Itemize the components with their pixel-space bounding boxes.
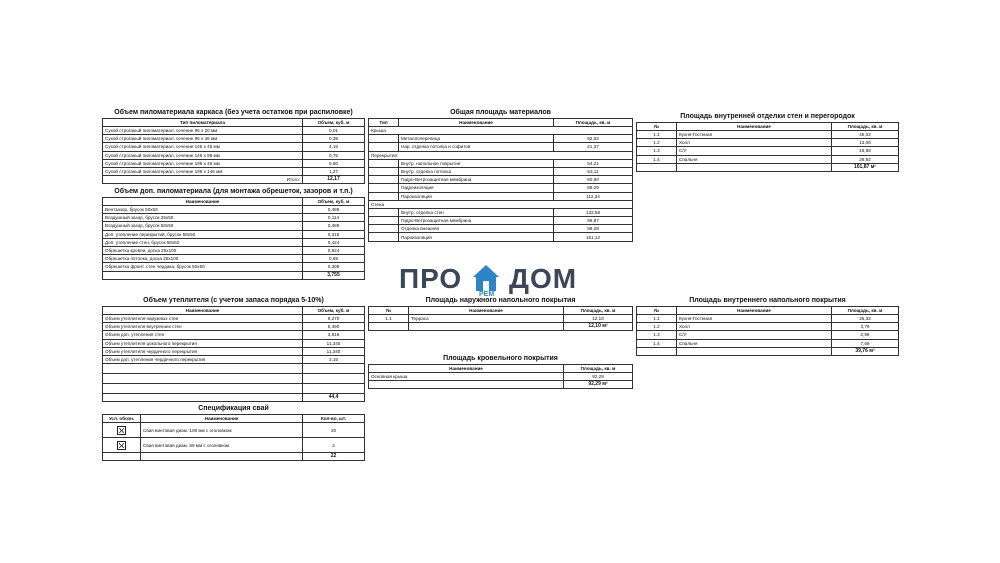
table-row [637,139,899,147]
empty-cell [369,159,399,167]
row-name: Воздушный зазор, брусок 25х50 [103,214,303,222]
table-row [103,315,365,323]
row-name: Объем доп. утепления стен [103,331,303,339]
group-row [369,151,633,159]
pile-symbol-cell [103,423,141,438]
empty-cell [637,347,677,355]
lumber-frame-table [102,118,365,184]
table-row [103,255,365,263]
row-value: 112,34 [554,192,633,200]
table-row [369,233,633,241]
col-header: Объем, куб. м [303,119,365,127]
row-number: 1.1 [369,315,409,323]
row-number: 1.4 [637,155,677,163]
row-name: Спальня [677,339,832,347]
wall-finish-table [636,122,899,172]
empty-cell [103,271,303,279]
total-row [637,163,899,171]
empty-cell [369,208,399,216]
col-header: № [637,123,677,131]
row-name: Пароизоляция [399,233,554,241]
table-row [637,315,899,323]
total-value: 92,29 м² [564,381,633,389]
logo-text-right: ДОМ [509,263,578,294]
lumber-frame-title: Объем пиломатериала каркаса (без учета остатков при распиловке) [114,109,353,116]
row-name: Внутр. отделка стен [399,208,554,216]
row-value: 21,37 [554,143,633,151]
table-row [103,331,365,339]
lumber-extra-block [102,188,365,280]
row-value: 0,01 [303,127,365,135]
table-row [103,127,365,135]
row-name: Пароизоляция [399,192,554,200]
col-header: Тип [369,119,399,127]
table-row [103,159,365,167]
total-row [103,176,365,184]
total-value: 12,10 м² [564,323,633,331]
empty-cell [369,381,564,389]
col-header: Наименование [103,198,303,206]
col-header: Тип пиломатериала [103,119,303,127]
col-header: № [369,307,409,315]
piles-table [102,414,365,461]
row-name: Объем доп. утепления чердачного перекрытия [103,355,303,363]
row-name: Металлочерепица [399,135,554,143]
empty-row [103,384,365,394]
table-row [103,151,365,159]
table-row [103,206,365,214]
table-row [369,217,633,225]
lumber-extra-table [102,197,365,280]
table-row [369,167,633,175]
row-value: 4,15 [303,143,365,151]
group-type: Стена [369,200,633,208]
table-row [637,323,899,331]
empty-cell [369,323,409,331]
row-value: 0,489 [303,222,365,230]
indoor-floor-title: Площадь внутреннего напольного покрытия [689,297,846,304]
table-row [103,238,365,246]
lumber-frame-block [102,109,365,184]
empty-cell [369,143,399,151]
row-name: Свая винтовая диам. 108 мм с оголовком [141,423,303,438]
insulation-title: Объем утеплителя (с учетом запаса порядка 5-10%) [143,297,324,304]
empty-cell [103,374,303,384]
empty-cell [103,364,303,374]
total-label: Итого: [103,176,303,184]
row-value: 0,308 [303,263,365,271]
total-value: 101,87 м² [832,163,899,171]
table-row [103,438,365,453]
table-row [103,214,365,222]
row-name: Свая винтовая диам. 89 мм с оголовком [141,438,303,453]
empty-cell [369,184,399,192]
col-header: Площадь, кв. м [564,307,633,315]
table-row [103,423,365,438]
col-header: Наименование [399,119,554,127]
empty-cell [677,163,832,171]
empty-cell [369,176,399,184]
row-value: 5,60 [303,159,365,167]
row-value: 132,58 [554,208,633,216]
total-row [103,271,365,279]
table-row [103,135,365,143]
row-value: 1,27 [303,167,365,175]
row-name: Обрешетка кровли, доска 25х100 [103,246,303,254]
empty-cell [103,453,141,461]
piles-block [102,405,365,461]
row-value: 0,75 [303,151,365,159]
col-header: Наименование [103,307,303,315]
pile-89-icon [117,441,126,450]
row-value: 16,88 [832,147,899,155]
row-name: Объем утеплителя чердачного перекрытия [103,347,303,355]
row-name: Сухой строганый пиломатериал, сечение 196 х 146 мм [103,167,303,175]
table-row [103,246,365,254]
row-number: 1.2 [637,139,677,147]
materials-block [368,109,633,242]
empty-cell [303,374,365,384]
row-value: 0,69 [303,255,365,263]
row-name: Сухой строганый пиломатериал, сечение 196 х 46 мм [103,159,303,167]
row-number: 1.2 [637,323,677,331]
outdoor-floor-table [368,306,633,331]
row-name: Терраса [409,315,564,323]
row-number: 1.1 [637,131,677,139]
outdoor-floor-title: Площадь наружного напольного покрытия [425,297,576,304]
row-number: 1.4 [637,339,677,347]
roof-title: Площадь кровельного покрытия [443,355,558,362]
table-row [103,355,365,363]
table-row [103,143,365,151]
empty-cell [103,384,303,394]
col-header: Площадь, кв. м [832,307,899,315]
row-name: Доп. утепление перекрытий, брусок 50х50 [103,230,303,238]
roof-table [368,364,633,389]
total-value: 22 [303,453,365,461]
row-name: Сухой строганый пиломатериал, сечение 146 х 96 мм [103,151,303,159]
row-name: Объем утеплителя цокольного перекрытия [103,339,303,347]
row-value: 0,39 [303,135,365,143]
insulation-block [102,297,365,402]
group-row [369,200,633,208]
row-name: Сухой строганый пиломатериал, сечение 96 х 46 мм [103,135,303,143]
row-number: 1.3 [637,331,677,339]
col-header: Площадь, кв. м [554,119,633,127]
table-row [369,143,633,151]
piles-title: Спецификация свай [198,405,269,412]
row-value: 54,21 [554,159,633,167]
row-name: С/У [677,147,832,155]
row-value: 58,29 [554,184,633,192]
table-row [369,192,633,200]
empty-cell [409,323,564,331]
row-value: 45,02 [832,131,899,139]
col-header: Наименование [141,415,303,423]
row-name: Внутр. отделка потолка [399,167,554,175]
group-type: Перекрытия [369,151,633,159]
logo-subtext: РЕМ [479,291,495,298]
row-value: 13,06 [832,139,899,147]
pile-108-icon [117,426,126,435]
row-name: Кухня-Гостиная [677,315,832,323]
row-name: Обрешетка потолка, доска 25х100 [103,255,303,263]
row-value: 26,92 [832,155,899,163]
row-value: 0,114 [303,214,365,222]
total-row [103,394,365,402]
empty-cell [303,364,365,374]
col-header: Площадь, кв. м [832,123,899,131]
row-name: Доп. утепление стен, брусок 50х50 [103,238,303,246]
table-row [637,147,899,155]
row-name: Вентзазор, брусок 50х50 [103,206,303,214]
pile-symbol-cell [103,438,141,453]
wall-finish-block [636,113,899,172]
row-value: 0,924 [303,246,365,254]
table-row [369,159,633,167]
col-header: Площадь, кв. м [564,365,633,373]
row-value: 5,490 [303,323,365,331]
table-row [103,222,365,230]
row-name: Гидроизоляция [399,184,554,192]
col-header: № [637,307,677,315]
table-row [103,230,365,238]
empty-row [103,364,365,374]
outdoor-floor-block [368,297,633,331]
total-value: 3,755 [303,271,365,279]
row-name: Холл [677,139,832,147]
row-name: Обрешетка фронт. стен чердака, брусок 50х50 [103,263,303,271]
row-name: Сухой строганый пиломатериал, сечение 146 х 46 мм [103,143,303,151]
table-row [103,339,365,347]
row-value: 92,29 [564,373,633,381]
group-row [369,127,633,135]
row-name: Сухой строганый пиломатериал, сечение 96 х 20 мм [103,127,303,135]
table-row [369,184,633,192]
row-value: 92,62 [554,135,633,143]
row-value: 9,270 [303,315,365,323]
row-name: Внутр. напольное покрытие [399,159,554,167]
row-name: Объем утеплителя внутренних стен [103,323,303,331]
col-header: Усл. обозн. [103,415,141,423]
row-name: Основная крыша [369,373,564,381]
table-row [103,347,365,355]
table-row [103,263,365,271]
row-value: 98,28 [554,225,633,233]
house-icon [471,263,501,293]
col-header: Наименование [677,123,832,131]
empty-cell [303,384,365,394]
col-header: Наименование [369,365,564,373]
row-value: 20 [303,423,365,438]
logo-text-left: ПРО [399,263,463,294]
total-row [369,381,633,389]
table-row [369,135,633,143]
row-value: 60,90 [554,176,633,184]
row-name: Объем утеплителя наружных стен [103,315,303,323]
empty-cell [369,135,399,143]
table-row [103,323,365,331]
materials-title: Общая площадь материалов [450,109,551,116]
row-name: Гидро-Ветрозащитная мембрана [399,217,554,225]
row-value: 0,424 [303,238,365,246]
total-value: 44,4 [303,394,365,402]
row-value: 2,96 [832,331,899,339]
row-value: 11,340 [303,339,365,347]
col-header: Кол-во, шт. [303,415,365,423]
row-value: 12,10 [564,315,633,323]
empty-cell [369,233,399,241]
row-name: Холл [677,323,832,331]
empty-row [103,374,365,384]
total-row [637,347,899,355]
row-name: С/У [677,331,832,339]
row-number: 1.1 [637,315,677,323]
table-row [103,167,365,175]
empty-cell [369,167,399,175]
table-row [637,131,899,139]
empty-cell [677,347,832,355]
total-row [103,453,365,461]
indoor-floor-table [636,306,899,356]
empty-cell [369,225,399,233]
row-value: 3,816 [303,331,365,339]
row-name: Кухня-Гостиная [677,131,832,139]
col-header: Объем, куб. м [303,307,365,315]
col-header: Объем, куб. м [303,198,365,206]
insulation-table [102,306,365,402]
indoor-floor-block [636,297,899,356]
row-value: 11,340 [303,347,365,355]
total-row [369,323,633,331]
empty-cell [369,192,399,200]
row-name: Отделка внешняя [399,225,554,233]
total-value: 39,76 м² [832,347,899,355]
empty-cell [141,453,303,461]
empty-cell [369,217,399,225]
materials-table [368,118,633,242]
row-value: 3,15 [303,355,365,363]
row-value: 7,69 [832,339,899,347]
row-number: 1.3 [637,147,677,155]
table-row [369,176,633,184]
table-row [369,208,633,216]
row-value: 25,32 [832,315,899,323]
row-value: 2 [303,438,365,453]
row-value: 96,97 [554,217,633,225]
row-name: Воздушный зазор, брусок 50х50 [103,222,303,230]
wall-finish-title: Площадь внутренней отделки стен и перегородок [680,113,855,120]
table-row [369,225,633,233]
empty-cell [103,394,303,402]
group-type: Крыша [369,127,633,135]
row-name: Спальня [677,155,832,163]
row-name: Нар. отделка потолка и софитов [399,143,554,151]
total-value: 12,17 [303,176,365,184]
col-header: Наименование [409,307,564,315]
table-row [637,339,899,347]
row-value: 151,12 [554,233,633,241]
empty-cell [637,163,677,171]
table-row [369,373,633,381]
roof-block [368,355,633,389]
table-row [369,315,633,323]
row-value: 0,488 [303,206,365,214]
row-value: 3,79 [832,323,899,331]
table-row [637,331,899,339]
row-name: Гидро-Ветрозащитная мембрана [399,176,554,184]
table-row [637,155,899,163]
col-header: Наименование [677,307,832,315]
row-value: 53,11 [554,167,633,175]
lumber-extra-title: Объем доп. пиломатериала (для монтажа обрешеток, зазоров и т.п.) [114,188,353,195]
row-value: 0,315 [303,230,365,238]
